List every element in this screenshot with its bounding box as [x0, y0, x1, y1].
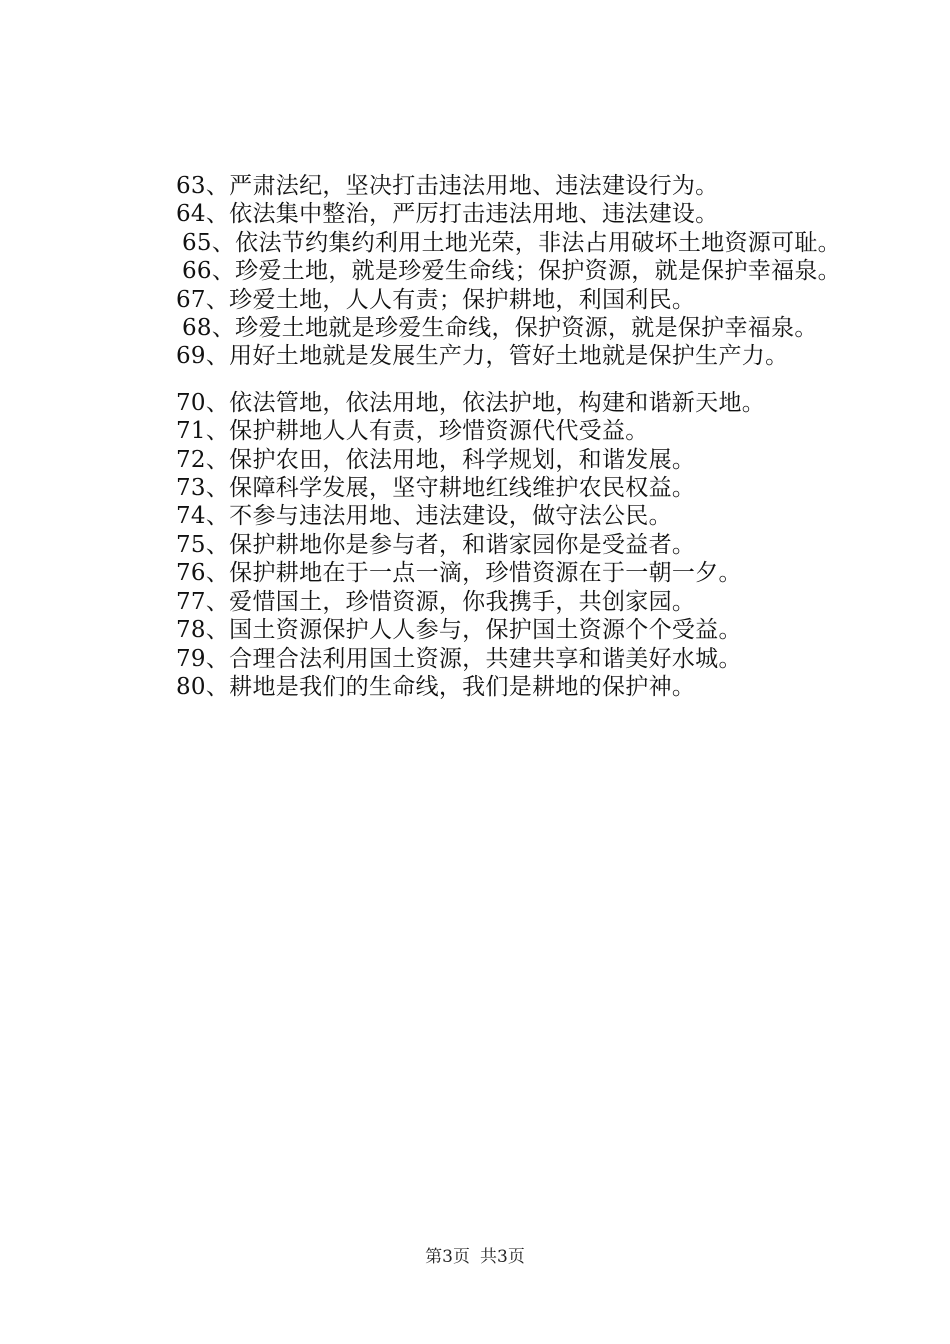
slogan-item-79: 79、合理合法利用国土资源，共建共享和谐美好水城。 — [176, 645, 742, 672]
slogan-item-69: 69、用好土地就是发展生产力，管好土地就是保护生产力。 — [176, 343, 789, 370]
slogan-item-71: 71、保护耕地人人有责，珍惜资源代代受益。 — [176, 418, 649, 445]
slogan-item-80: 80、耕地是我们的生命线，我们是耕地的保护神。 — [176, 673, 696, 700]
slogan-item-75: 75、保护耕地你是参与者，和谐家园你是受益者。 — [176, 531, 696, 558]
page-number: 第3页 — [425, 1247, 470, 1267]
slogan-item-68: 68、珍爱土地就是珍爱生命线，保护资源，就是保护幸福泉。 — [182, 315, 818, 342]
slogan-item-77: 77、爱惜国土，珍惜资源，你我携手，共创家园。 — [176, 588, 696, 615]
slogan-item-76: 76、保护耕地在于一点一滴，珍惜资源在于一朝一夕。 — [176, 560, 742, 587]
slogan-item-78: 78、国土资源保护人人参与，保护国土资源个个受益。 — [176, 617, 742, 644]
slogan-item-65: 65、依法节约集约利用土地光荣，非法占用破坏土地资源可耻。 — [182, 229, 841, 256]
slogan-item-73: 73、保障科学发展，坚守耕地红线维护农民权益。 — [176, 475, 696, 502]
document-body — [134, 172, 854, 701]
slogan-item-63: 63、严肃法纪，坚决打击违法用地、违法建设行为。 — [176, 173, 719, 199]
slogan-item-66: 66、珍爱土地，就是珍爱生命线；保护资源，就是保护幸福泉。 — [182, 258, 841, 285]
slogan-item-67: 67、珍爱土地，人人有责；保护耕地，利国利民。 — [176, 286, 696, 313]
slogan-item-74: 74、不参与违法用地、违法建设，做守法公民。 — [176, 503, 672, 530]
page-footer — [0, 1242, 950, 1267]
slogan-item-72: 72、保护农田，依法用地，科学规划，和谐发展。 — [176, 446, 696, 473]
page-total: 共3页 — [480, 1247, 525, 1267]
slogan-item-64: 64、依法集中整治，严厉打击违法用地、违法建设。 — [176, 201, 719, 228]
slogan-item-70: 70、依法管地，依法用地，依法护地，构建和谐新天地。 — [176, 389, 766, 416]
